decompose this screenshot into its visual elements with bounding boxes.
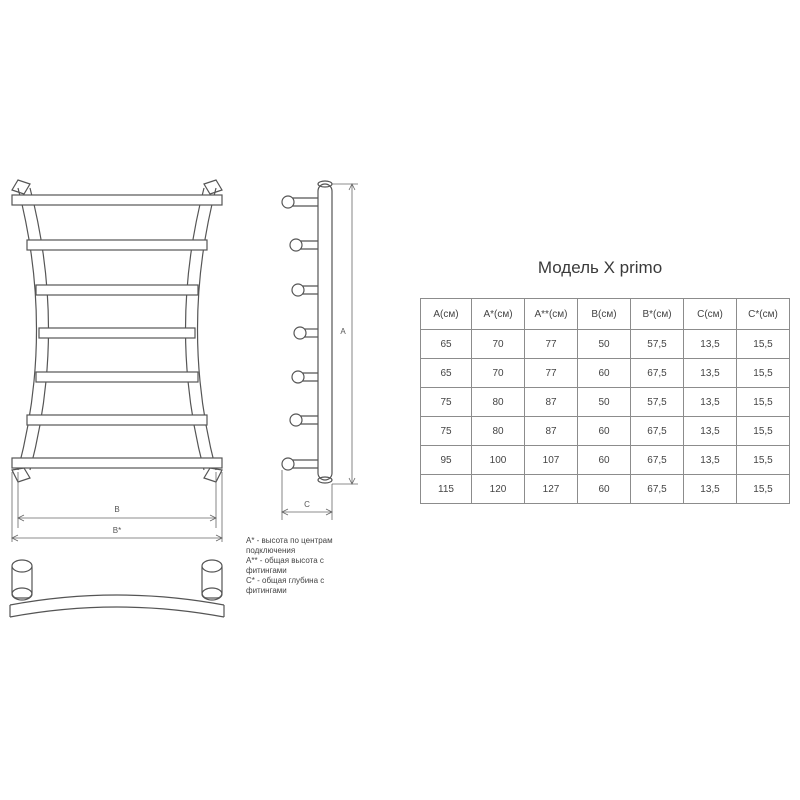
rung-4 (39, 328, 195, 338)
c-label: C (304, 500, 310, 509)
table-cell: 67,5 (631, 446, 684, 475)
table-cell: 70 (472, 330, 525, 359)
table-cell: 65 (421, 330, 472, 359)
side-rung-4 (294, 327, 318, 339)
rung-6 (27, 415, 207, 425)
table-row (421, 388, 790, 417)
top-view-left-fitting (12, 560, 32, 600)
table-cell: 87 (525, 417, 578, 446)
table-cell: 65 (421, 359, 472, 388)
table-cell: 50 (578, 388, 631, 417)
legend-line: A** - общая высота с (246, 556, 324, 565)
table-cell: 57,5 (631, 388, 684, 417)
table-cell: 13,5 (684, 359, 737, 388)
table-cell: 15,5 (737, 388, 790, 417)
bottom-left-fitting (12, 468, 30, 482)
table-cell: 80 (472, 388, 525, 417)
side-rung-5 (292, 371, 318, 383)
side-view-drawing (282, 181, 332, 483)
legend-line: подключения (246, 546, 296, 555)
table-cell: 77 (525, 330, 578, 359)
rung-3 (36, 285, 198, 295)
left-rail-outer (18, 188, 37, 470)
table-header-cell: C*(см) (737, 299, 790, 330)
rung-1 (12, 195, 222, 205)
table-cell: 120 (472, 475, 525, 504)
table-row (421, 446, 790, 475)
table-cell: 15,5 (737, 330, 790, 359)
table-cell: 15,5 (737, 417, 790, 446)
legend-line: C* - общая глубина с (246, 576, 325, 585)
right-rail-outer (198, 188, 217, 470)
table-cell: 100 (472, 446, 525, 475)
table-cell: 15,5 (737, 475, 790, 504)
top-view-bar-inner (10, 607, 224, 617)
table-row (421, 417, 790, 446)
top-view-right-fitting (202, 560, 222, 600)
table-cell: 67,5 (631, 417, 684, 446)
table-cell: 13,5 (684, 475, 737, 504)
table-header-cell: A(см) (421, 299, 472, 330)
table-cell: 50 (578, 330, 631, 359)
legend-line: фитингами (246, 566, 287, 575)
side-rung-2 (290, 239, 318, 251)
b-star-label: B* (112, 526, 122, 535)
table-row (421, 359, 790, 388)
table-cell: 15,5 (737, 446, 790, 475)
table-cell: 60 (578, 475, 631, 504)
legend-line: фитингами (246, 586, 287, 595)
bottom-right-fitting (204, 468, 222, 482)
table-row (421, 475, 790, 504)
rung-7 (12, 458, 222, 468)
table-cell: 95 (421, 446, 472, 475)
table-cell: 13,5 (684, 417, 737, 446)
side-rung-3 (292, 284, 318, 296)
table-header-cell: C(см) (684, 299, 737, 330)
top-right-fitting (204, 180, 222, 194)
table-cell: 67,5 (631, 475, 684, 504)
table-cell: 70 (472, 359, 525, 388)
table-cell: 127 (525, 475, 578, 504)
table-cell: 87 (525, 388, 578, 417)
side-post (318, 184, 332, 480)
b-label: B (114, 505, 120, 514)
table-cell: 13,5 (684, 446, 737, 475)
table-cell: 60 (578, 359, 631, 388)
table-header-cell: B(см) (578, 299, 631, 330)
table-cell: 75 (421, 388, 472, 417)
a-label: A (340, 327, 346, 336)
table-cell: 60 (578, 446, 631, 475)
table-cell: 13,5 (684, 330, 737, 359)
table-header-cell: A*(см) (472, 299, 525, 330)
table-cell: 75 (421, 417, 472, 446)
table-cell: 80 (472, 417, 525, 446)
front-view-drawing (12, 180, 222, 482)
legend-line: A* - высота по центрам (246, 536, 333, 545)
table-cell: 60 (578, 417, 631, 446)
table-header-cell: A**(см) (525, 299, 578, 330)
table-header-cell: B*(см) (631, 299, 684, 330)
table-cell: 13,5 (684, 388, 737, 417)
side-rung-1 (282, 196, 318, 208)
dimensions-table (420, 298, 790, 504)
side-rung-7 (282, 458, 318, 470)
dimension-legend (246, 536, 376, 596)
table-cell: 67,5 (631, 359, 684, 388)
rung-5 (36, 372, 198, 382)
table-cell: 15,5 (737, 359, 790, 388)
table-cell: 107 (525, 446, 578, 475)
side-rung-6 (290, 414, 318, 426)
table-header-row (421, 299, 790, 330)
model-title: Модель X primo (537, 258, 663, 277)
table-cell: 77 (525, 359, 578, 388)
top-view-bar-outer (10, 595, 224, 605)
table-cell: 57,5 (631, 330, 684, 359)
top-view-drawing (10, 560, 224, 617)
rung-2 (27, 240, 207, 250)
top-left-fitting (12, 180, 30, 194)
table-cell: 115 (421, 475, 472, 504)
table-row (421, 330, 790, 359)
